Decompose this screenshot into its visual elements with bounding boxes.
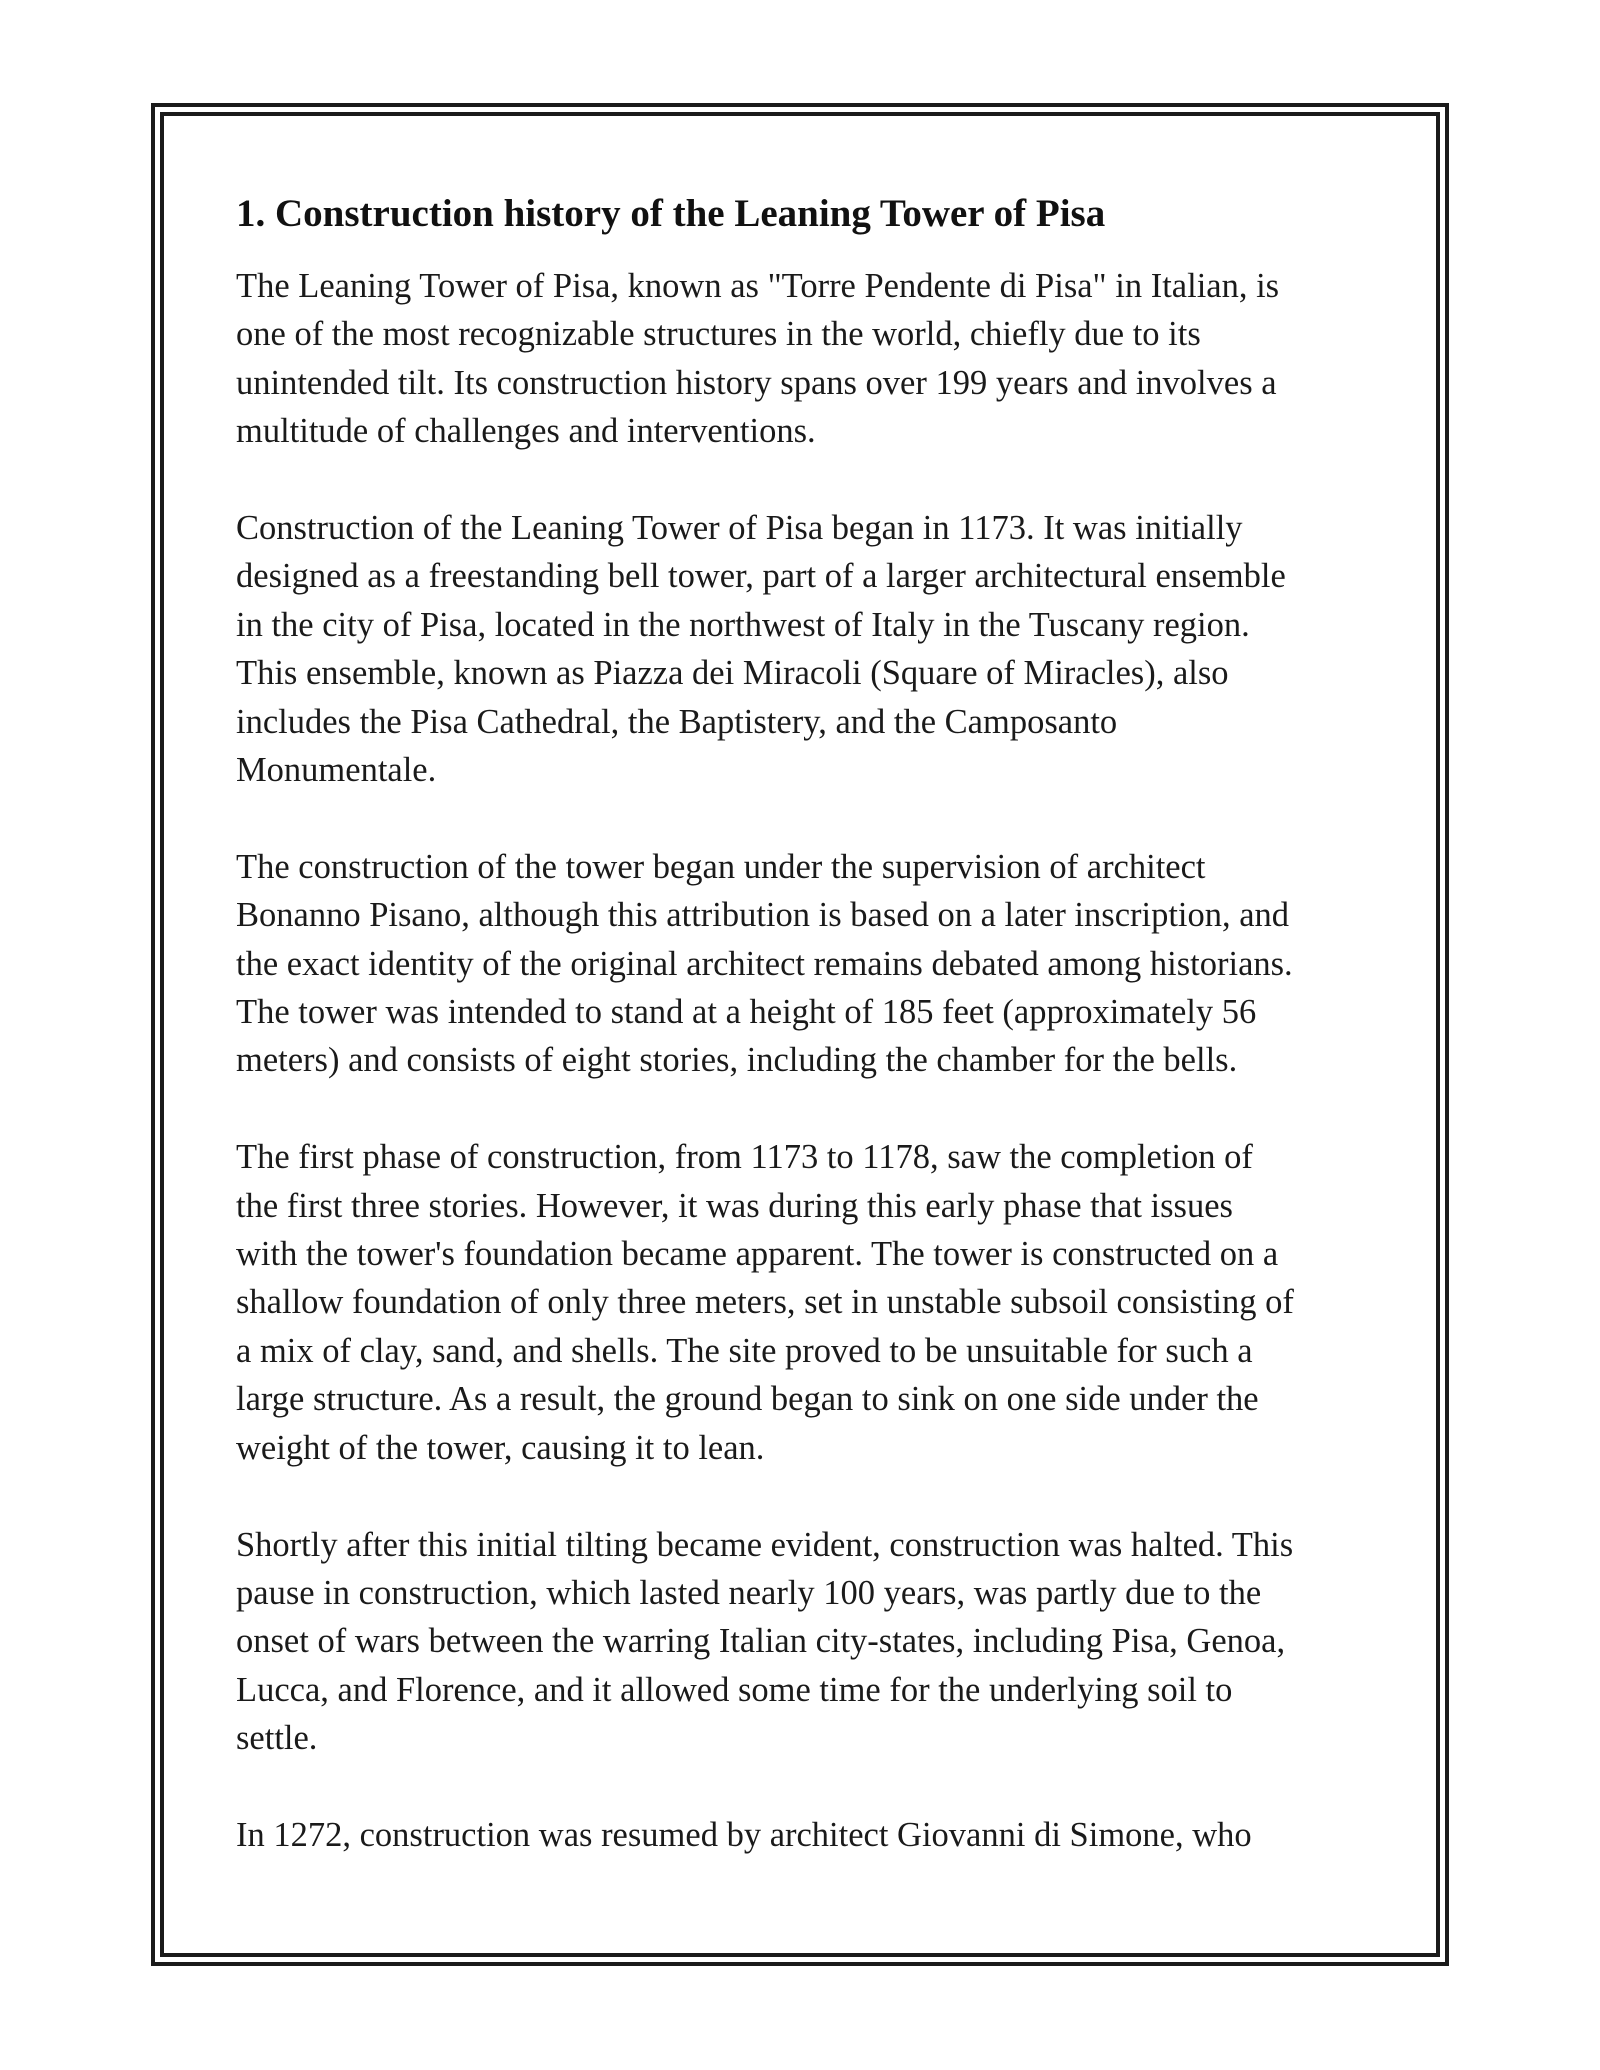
paragraph-architect xyxy=(236,843,1376,1085)
section-heading: 1. Construction history of the Leaning Tower of Pisa xyxy=(236,192,1106,235)
paragraph-intro xyxy=(236,262,1376,456)
text-line: onset of wars between the warring Italian city-states, including Pisa, Genoa, xyxy=(236,1622,1286,1661)
text-line: weight of the tower, causing it to lean. xyxy=(236,1428,765,1467)
text-line: the first three stories. However, it was during this early phase that issues xyxy=(236,1186,1233,1225)
text-line: designed as a freestanding bell tower, part of a larger architectural ensemble xyxy=(236,557,1286,596)
text-line: Bonanno Pisano, although this attribution is based on a later inscription, and xyxy=(236,896,1290,935)
text-line: meters) and consists of eight stories, including the chamber for the bells. xyxy=(236,1041,1238,1080)
paragraph-resumption xyxy=(236,1811,1376,1859)
text-line: in the city of Pisa, located in the northwest of Italy in the Tuscany region. xyxy=(236,605,1250,644)
text-line: pause in construction, which lasted nearly 100 years, was partly due to the xyxy=(236,1573,1262,1612)
text-line: The tower was intended to stand at a height of 185 feet (approximately 56 xyxy=(236,993,1257,1032)
text-line: The first phase of construction, from 1173 to 1178, saw the completion of xyxy=(236,1138,1253,1177)
text-line: Shortly after this initial tilting became evident, construction was halted. This xyxy=(236,1525,1294,1564)
text-line: Lucca, and Florence, and it allowed some time for the underlying soil to xyxy=(236,1670,1233,1709)
text-line: one of the most recognizable structures in the world, chiefly due to its xyxy=(236,315,1201,354)
text-line: includes the Pisa Cathedral, the Baptistery, and the Camposanto xyxy=(236,702,1118,741)
text-line: The construction of the tower began under the supervision of architect xyxy=(236,847,1206,886)
text-line: In 1272, construction was resumed by architect Giovanni di Simone, who xyxy=(236,1815,1252,1854)
text-line: shallow foundation of only three meters, set in unstable subsoil consisting of xyxy=(236,1283,1294,1322)
text-line: with the tower's foundation became apparent. The tower is constructed on a xyxy=(236,1235,1279,1274)
text-line: settle. xyxy=(236,1719,318,1758)
paragraph-first-phase xyxy=(236,1133,1376,1472)
document-body xyxy=(236,188,1376,1908)
text-line: multitude of challenges and interventions. xyxy=(236,412,816,451)
paragraph-construction-start xyxy=(236,504,1376,794)
text-line: the exact identity of the original architect remains debated among historians. xyxy=(236,944,1293,983)
text-line: unintended tilt. Its construction history spans over 199 years and involves a xyxy=(236,363,1277,402)
text-line: This ensemble, known as Piazza dei Miracoli (Square of Miracles), also xyxy=(236,654,1229,693)
text-line: The Leaning Tower of Pisa, known as "Torre Pendente di Pisa" in Italian, is xyxy=(236,267,1280,305)
paragraph-halt xyxy=(236,1521,1376,1763)
text-line: Construction of the Leaning Tower of Pisa began in 1173. It was initially xyxy=(236,509,1243,548)
text-line: a mix of clay, sand, and shells. The site proved to be unsuitable for such a xyxy=(236,1331,1253,1370)
text-line: large structure. As a result, the ground began to sink on one side under the xyxy=(236,1380,1259,1419)
text-line: Monumentale. xyxy=(236,751,437,790)
